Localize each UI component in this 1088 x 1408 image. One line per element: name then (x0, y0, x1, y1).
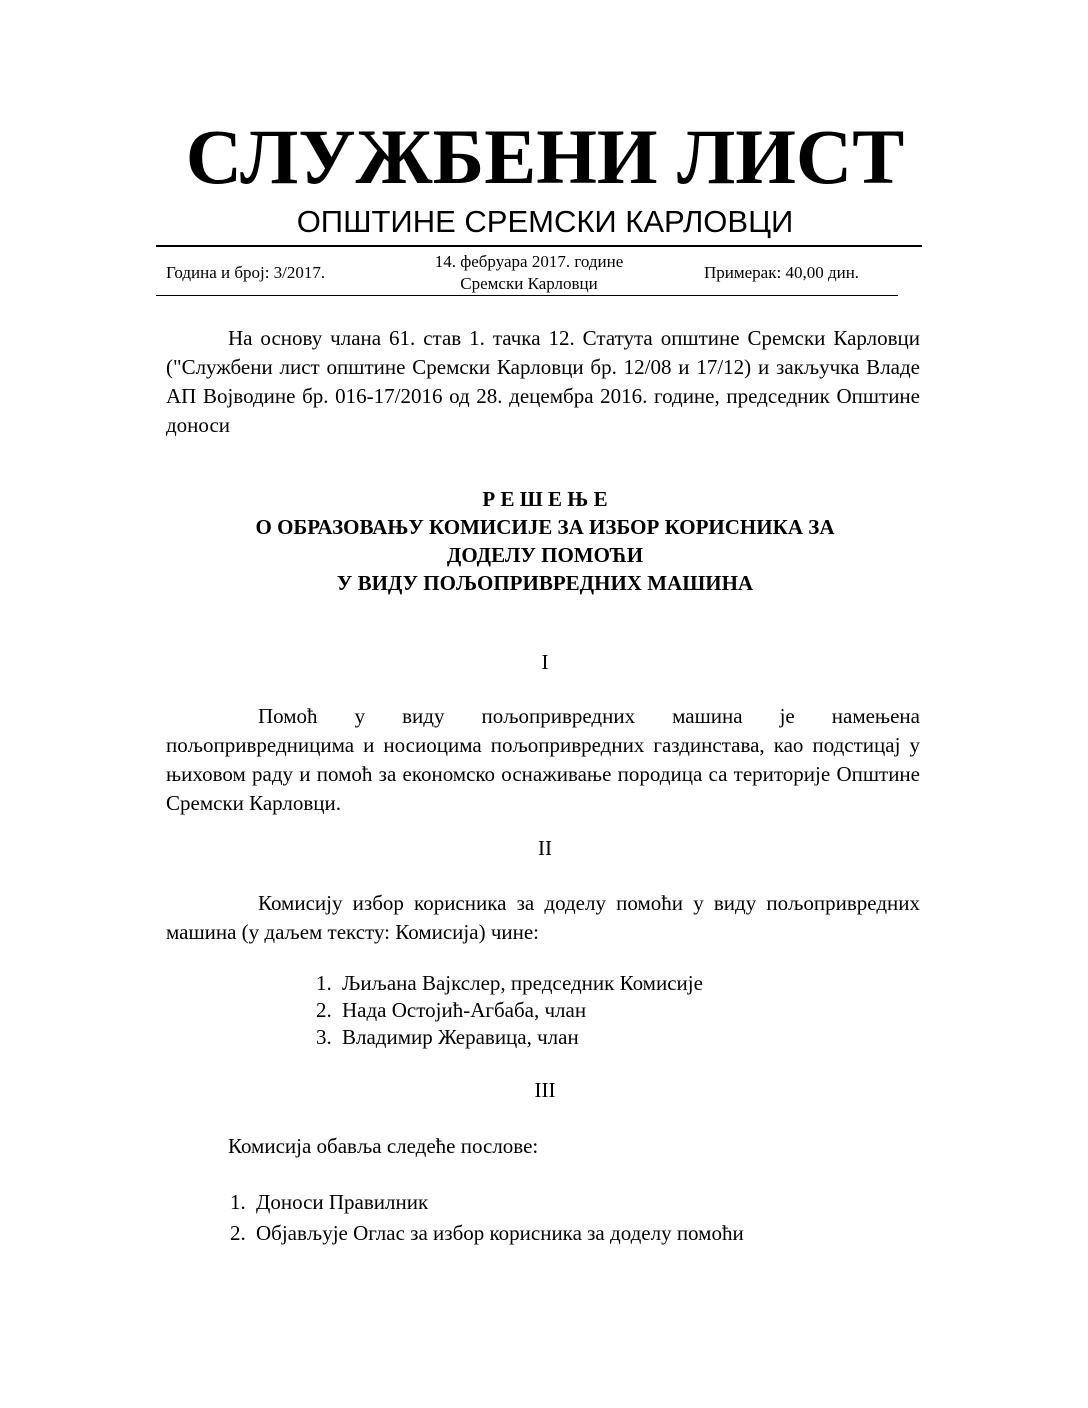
issue-place-line: Сремски Карловци (460, 274, 598, 293)
decision-subject-line: ДОДЕЛУ ПОМОЋИ (446, 543, 644, 567)
decision-subject-line: О ОБРАЗОВАЊУ КОМИСИЈЕ ЗА ИЗБОР КОРИСНИКА ЗА (255, 515, 835, 539)
list-number: 1. (230, 1190, 246, 1214)
section-numeral: III (534, 1078, 556, 1102)
section-numeral: I (541, 650, 549, 674)
task-text: Доноси Правилник (256, 1190, 429, 1214)
list-number: 2. (316, 998, 332, 1022)
issue-date-line: 14. фебруара 2017. године (434, 252, 624, 271)
preamble-text: На основу члана 61. став 1. тачка 12. Статута општине Сремски Карловци ("Службени лист општине Сремски Карловци бр. 12/08 и 17/12) и закључка Владе АП Војводине бр. 016-17/2016 од 28. децембра 2016. године, председник Општине доноси (166, 326, 920, 437)
commission-members-list (316, 970, 703, 1051)
issue-date (384, 251, 674, 295)
decision-subject-line: У ВИДУ ПОЉОПРИВРЕДНИХ МАШИНА (336, 571, 754, 595)
copy-price: Примерак: 40,00 дин. (704, 263, 860, 282)
section-1-text: Помоћ у виду пољопривредних машина је намењена пољопривредницима и носиоцима пољопривредних газдинстава, као подстицај у њиховом раду и помоћ за економско оснаживање породица са територије Општине Сремски Карловци. (166, 704, 920, 815)
list-number: 3. (316, 1025, 332, 1049)
list-item (316, 997, 703, 1024)
decision-title: Р Е Ш Е Њ Е (482, 487, 608, 511)
section-2-text: Комисију избор корисника за доделу помоћи у виду пољопривредних машина (у даљем тексту: Комисија) чине: (166, 891, 920, 944)
gazette-title: СЛУЖБЕНИ ЛИСТ (185, 113, 905, 200)
preamble (166, 324, 920, 440)
member-name: Нада Остојић-Агбаба, члан (342, 998, 587, 1022)
header-rule-bottom (156, 295, 898, 296)
list-number: 1. (316, 971, 332, 995)
task-text: Објављује Оглас за избор корисника за доделу помоћи (256, 1221, 744, 1245)
issue-number: Година и број: 3/2017. (166, 263, 326, 282)
section-1-paragraph (166, 702, 920, 818)
list-item (230, 1218, 744, 1249)
list-item (230, 1187, 744, 1218)
member-name: Љиљана Вајкслер, председник Комисије (342, 971, 703, 995)
commission-tasks-list (230, 1187, 744, 1249)
header-rule-top (156, 245, 922, 247)
list-item (316, 1024, 703, 1051)
gazette-subtitle: ОПШТИНЕ СРЕМСКИ КАРЛОВЦИ (296, 204, 794, 239)
list-number: 2. (230, 1221, 246, 1245)
list-item (316, 970, 703, 997)
section-numeral: II (538, 836, 552, 860)
decision-heading (150, 485, 940, 597)
section-2-paragraph (166, 889, 920, 947)
section-3-intro: Комисија обавља следеће послове: (228, 1134, 539, 1158)
member-name: Владимир Жеравица, члан (342, 1025, 579, 1049)
